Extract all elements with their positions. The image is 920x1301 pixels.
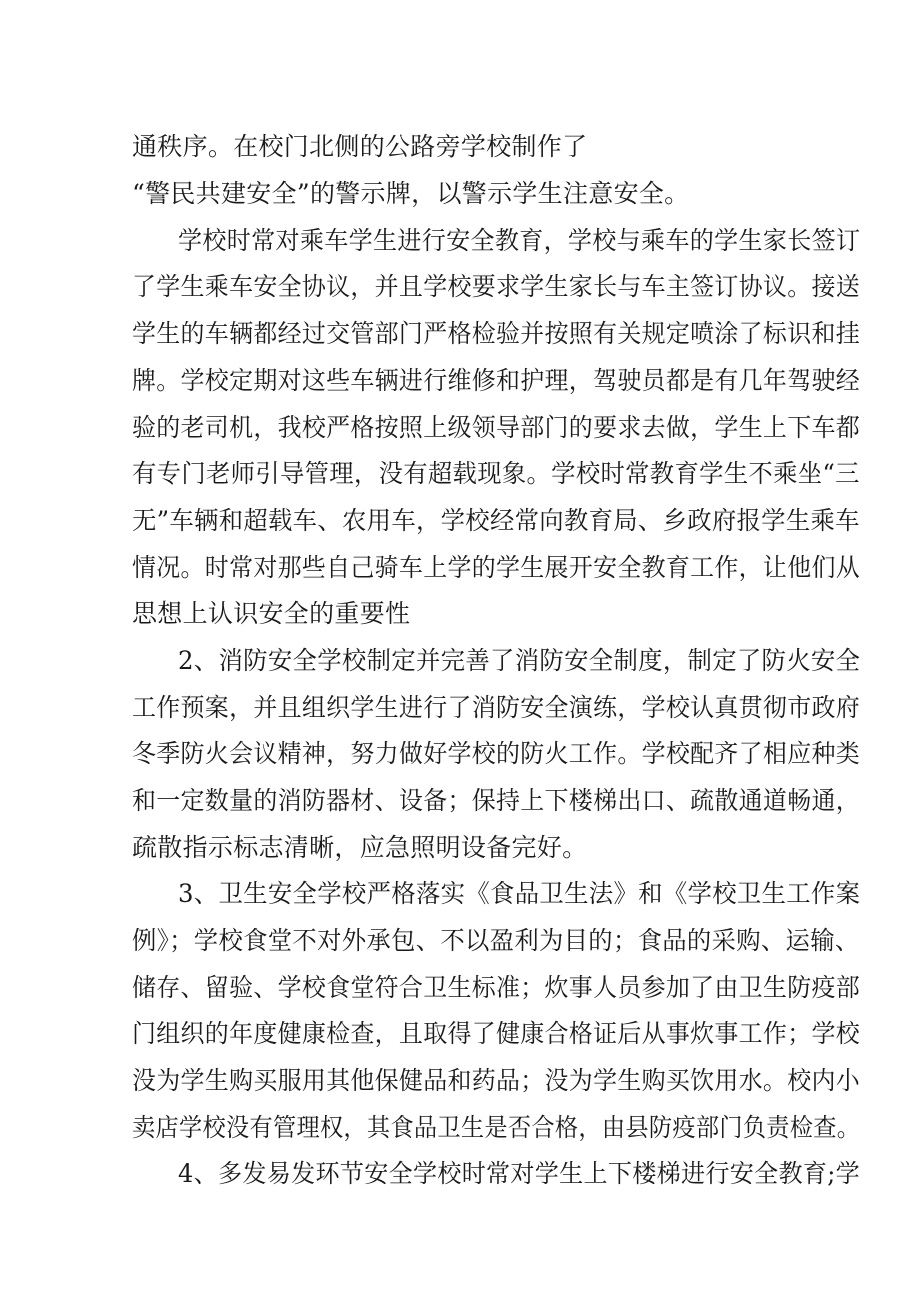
text-line: 没为学生购买服用其他保健品和药品；没为学生购买饮用水。校内小 xyxy=(132,1066,861,1095)
text-line: 卖店学校没有管理权，其食品卫生是否合格，由县防疫部门负责检查。 xyxy=(132,1113,861,1142)
text-line: 门组织的年度健康检查，且取得了健康合格证后从事炊事工作；学校 xyxy=(132,1019,861,1048)
text-line: 和一定数量的消防器材、设备；保持上下楼梯出口、疏散通道畅通， xyxy=(132,786,861,815)
text-line: 情况。时常对那些自己骑车上学的学生展开安全教育工作，让他们从 xyxy=(132,553,861,582)
paragraph-health-first-line: 3、卫生安全学校严格落实《食品卫生法》和《学校卫生工作案 xyxy=(178,879,861,908)
text-line: 了学生乘车安全协议，并且学校要求学生家长与车主签订协议。接送 xyxy=(132,272,861,301)
text-line: 例》；学校食堂不对外承包、不以盈利为目的；食品的采购、运输、 xyxy=(132,926,860,955)
text-line: 无”车辆和超载车、农用车，学校经常向教育局、乡政府报学生乘车 xyxy=(132,506,860,535)
text-line: 学生的车辆都经过交管部门严格检验并按照有关规定喷涂了标识和挂 xyxy=(132,319,861,348)
text-line: 疏散指示标志清晰，应急照明设备完好。 xyxy=(132,833,588,862)
paragraph-transport-first-line: 学校时常对乘车学生进行安全教育，学校与乘车的学生家长签订 xyxy=(178,226,861,255)
text-line: 思想上认识安全的重要性 xyxy=(132,599,411,628)
paragraph-fire-first-line: 2、消防安全学校制定并完善了消防安全制度，制定了防火安全 xyxy=(178,646,861,675)
text-line: 工作预案，并且组织学生进行了消防安全演练，学校认真贯彻市政府 xyxy=(132,693,861,722)
text-line: 牌。学校定期对这些车辆进行维修和护理，驾驶员都是有几年驾驶经 xyxy=(132,366,861,395)
text-line: 验的老司机，我校严格按照上级领导部门的要求去做，学生上下车都 xyxy=(132,413,861,442)
text-line: 储存、留验、学校食堂符合卫生标准；炊事人员参加了由卫生防疫部 xyxy=(132,973,861,1002)
text-line: 有专门老师引导管理，没有超载现象。学校时常教育学生不乘坐“三 xyxy=(132,459,860,488)
text-line: 通秩序。在校门北侧的公路旁学校制作了 xyxy=(132,132,588,161)
text-line: “警民共建安全”的警示牌，以警示学生注意安全。 xyxy=(132,179,690,208)
text-line: 冬季防火会议精神，努力做好学校的防火工作。学校配齐了相应种类 xyxy=(132,739,861,768)
paragraph-stairs-first-line: 4、多发易发环节安全学校时常对学生上下楼梯进行安全教育;学 xyxy=(178,1159,861,1188)
